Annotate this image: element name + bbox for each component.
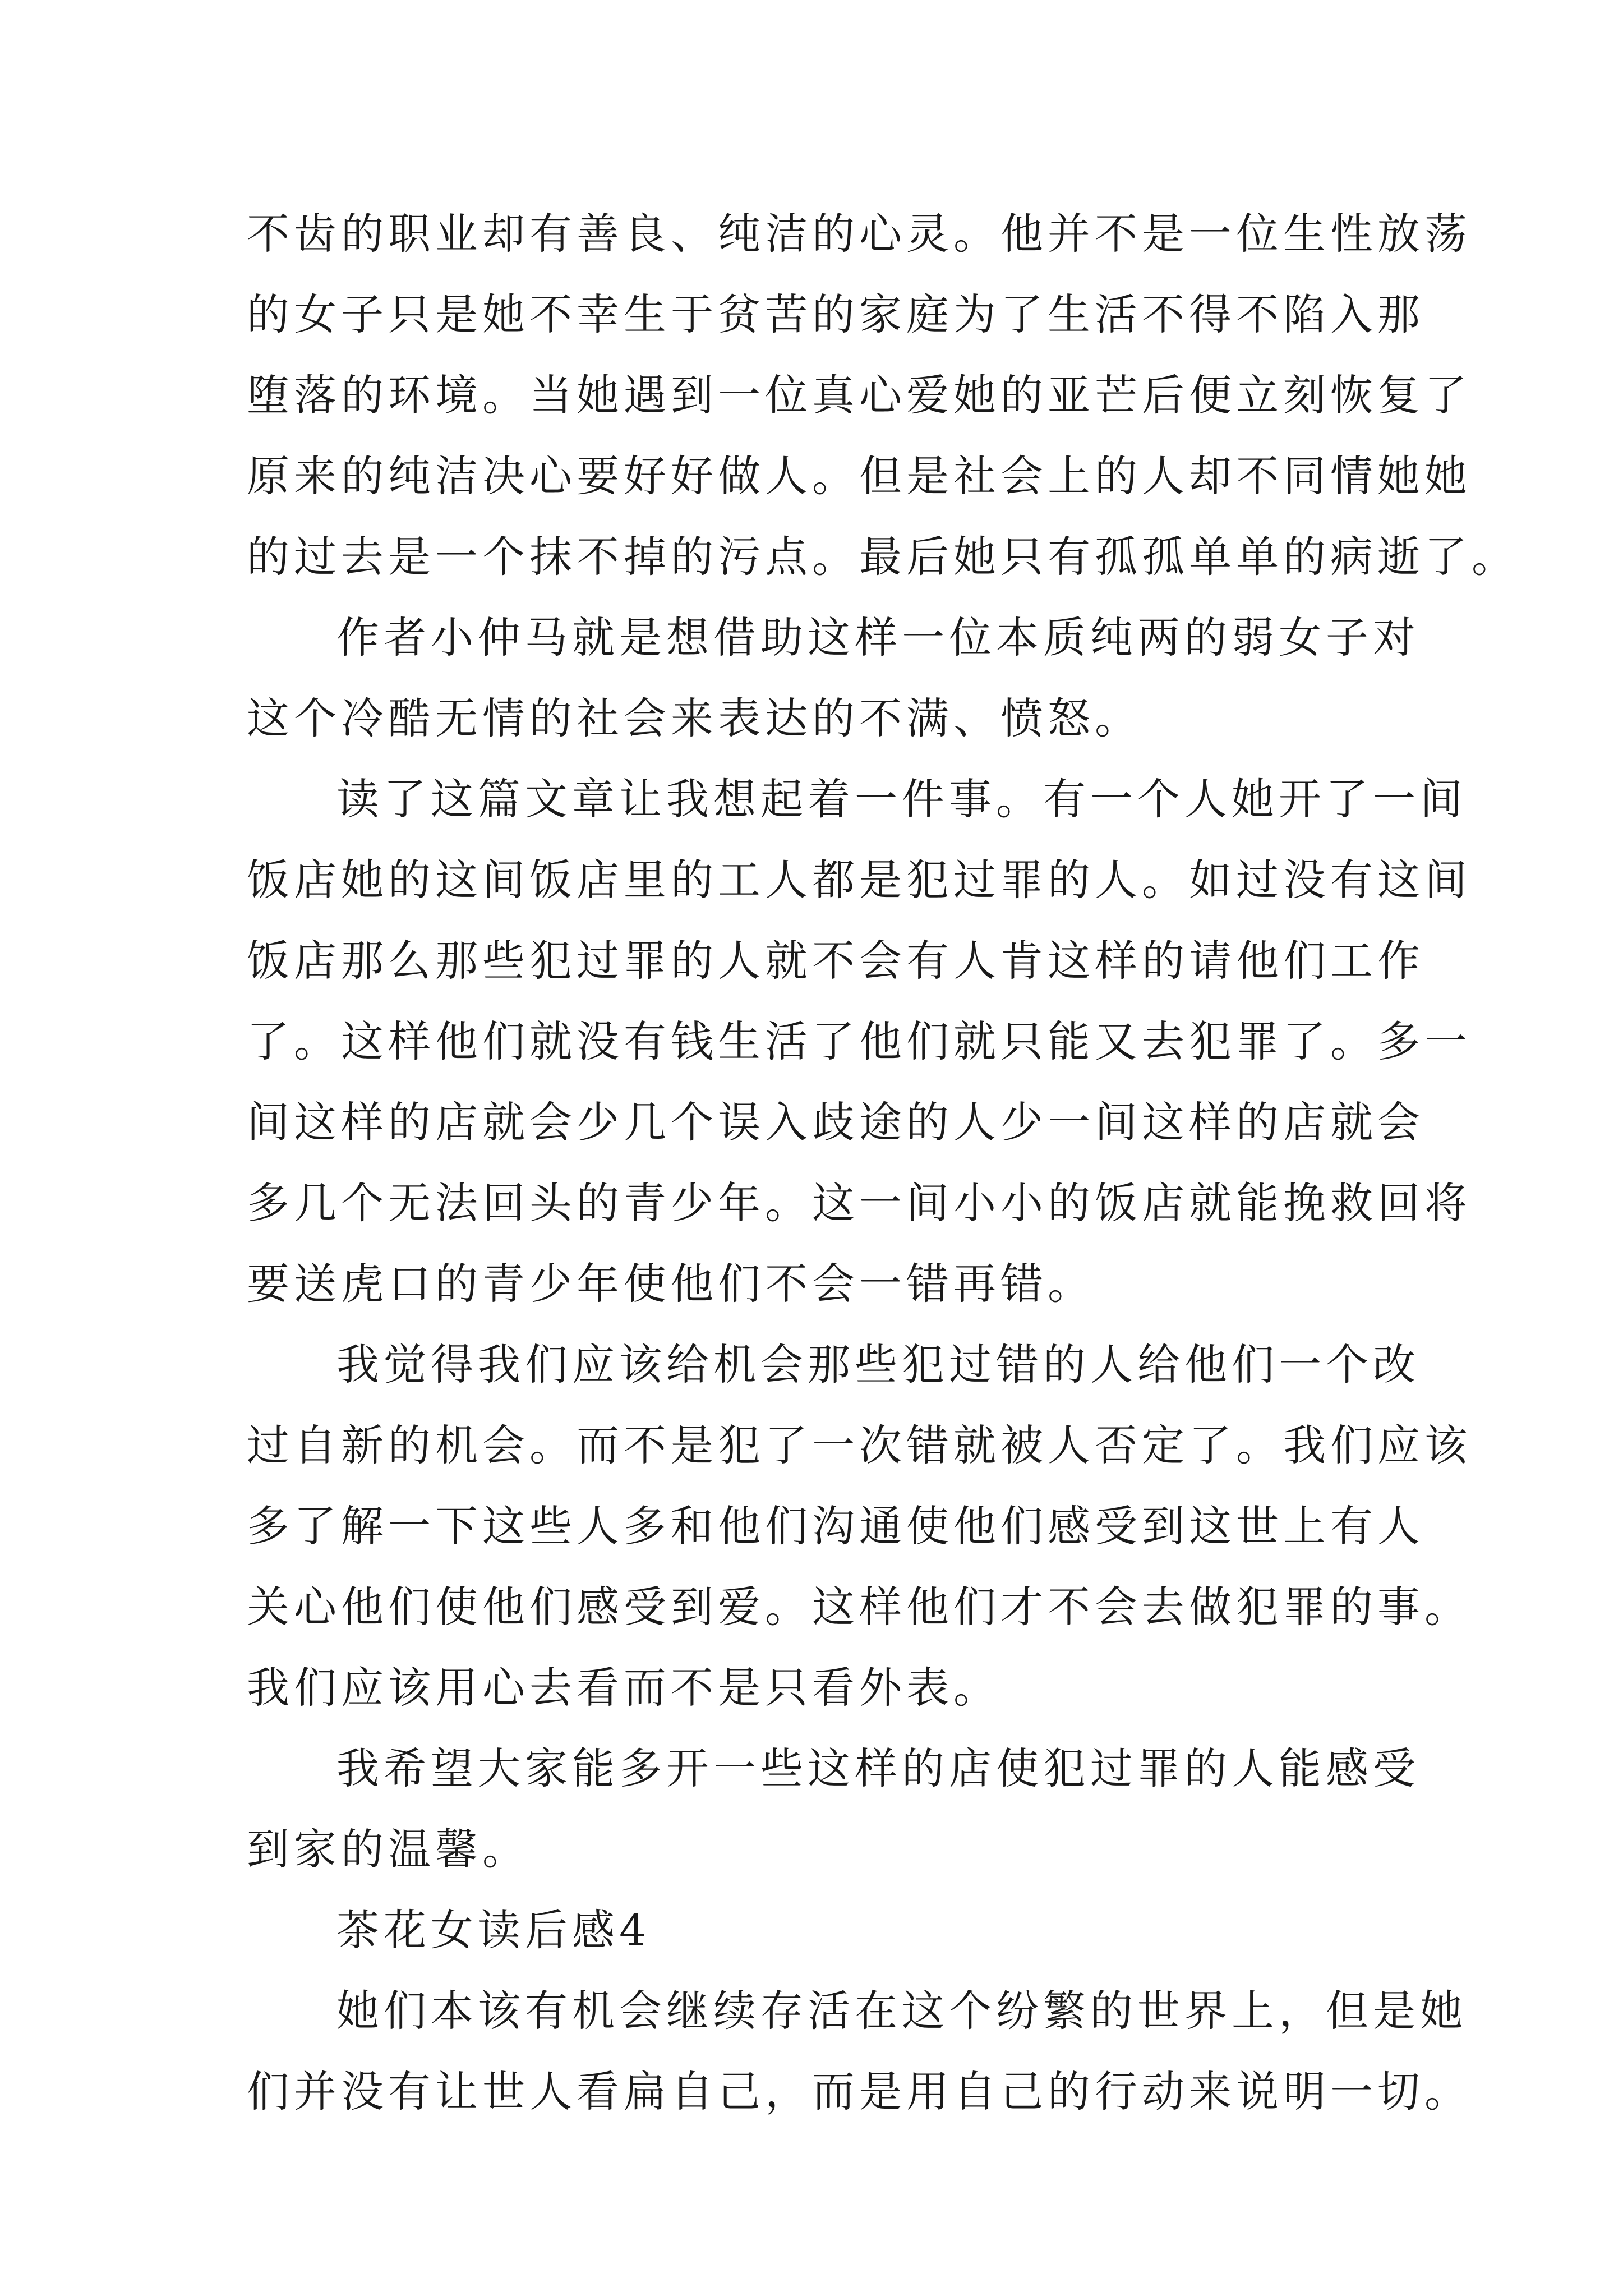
text-line: 饭店那么那些犯过罪的人就不会有人肯这样的请他们工作 bbox=[247, 936, 1424, 986]
text-line: 不齿的职业却有善良、纯洁的心灵。他并不是一位生性放荡 bbox=[247, 209, 1472, 259]
paragraph-first-line: 我觉得我们应该给机会那些犯过错的人给他们一个改 bbox=[336, 1340, 1420, 1389]
section-heading: 茶花女读后感4 bbox=[336, 1905, 651, 1955]
text-line: 了。这样他们就没有钱生活了他们就只能又去犯罪了。多一 bbox=[247, 1016, 1472, 1066]
text-line: 我们应该用心去看而不是只看外表。 bbox=[247, 1663, 1000, 1713]
paragraph-first-line: 我希望大家能多开一些这样的店使犯过罪的人能感受 bbox=[336, 1743, 1420, 1793]
text-line: 的女子只是她不幸生于贫苦的家庭为了生活不得不陷入那 bbox=[247, 289, 1424, 339]
text-line: 这个冷酷无情的社会来表达的不满、愤怒。 bbox=[247, 693, 1142, 743]
text-line: 原来的纯洁决心要好好做人。但是社会上的人却不同情她她 bbox=[247, 451, 1472, 501]
text-line: 的过去是一个抹不掉的污点。最后她只有孤孤单单的病逝了。 bbox=[247, 532, 1519, 582]
text-line: 间这样的店就会少几个误入歧途的人少一间这样的店就会 bbox=[247, 1097, 1424, 1147]
text-line: 过自新的机会。而不是犯了一次错就被人否定了。我们应该 bbox=[247, 1420, 1472, 1470]
text-line: 到家的温馨。 bbox=[247, 1824, 529, 1874]
text-line: 饭店她的这间饭店里的工人都是犯过罪的人。如过没有这间 bbox=[247, 855, 1472, 905]
paragraph-first-line: 她们本该有机会继续存活在这个纷繁的世界上，但是她 bbox=[336, 1986, 1467, 2036]
document-body bbox=[247, 194, 1519, 2132]
text-line: 多了解一下这些人多和他们沟通使他们感受到这世上有人 bbox=[247, 1501, 1424, 1551]
text-line: 们并没有让世人看扁自己，而是用自己的行动来说明一切。 bbox=[247, 2067, 1472, 2116]
text-line: 要送虎口的青少年使他们不会一错再错。 bbox=[247, 1259, 1095, 1309]
paragraph-first-line: 作者小仲马就是想借助这样一位本质纯两的弱女子对 bbox=[336, 613, 1420, 662]
paragraph-first-line: 读了这篇文章让我想起着一件事。有一个人她开了一间 bbox=[336, 774, 1467, 824]
text-line: 堕落的环境。当她遇到一位真心爱她的亚芒后便立刻恢复了 bbox=[247, 370, 1472, 420]
text-line: 关心他们使他们感受到爱。这样他们才不会去做犯罪的事。 bbox=[247, 1582, 1472, 1632]
text-line: 多几个无法回头的青少年。这一间小小的饭店就能挽救回将 bbox=[247, 1178, 1472, 1228]
